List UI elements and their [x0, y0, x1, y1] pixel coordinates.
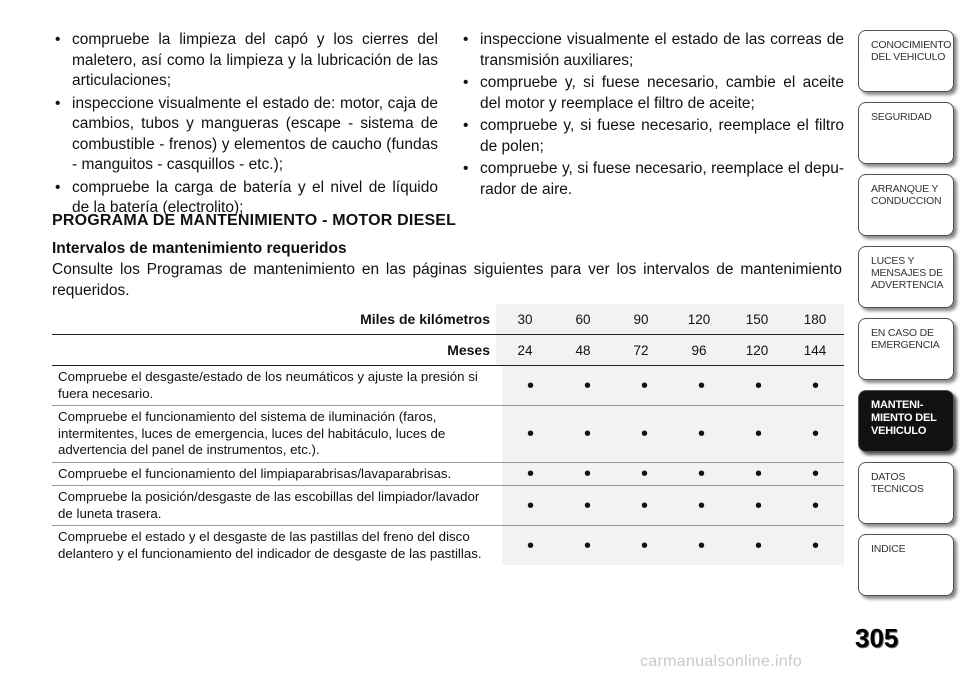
row-label: Compruebe el estado y el desgaste de las pastillas del freno del disco delantero y el funcionamiento del indicador de desgaste de las pastillas. [52, 526, 502, 565]
tab-datos-tecnicos[interactable]: DATOS TECNICOS [858, 462, 954, 524]
check-mark: • [811, 534, 819, 557]
months-value: 96 [691, 342, 707, 358]
check-mark: • [697, 374, 705, 397]
check-mark: • [811, 494, 819, 517]
km-value: 30 [517, 311, 533, 327]
section-subheading: Intervalos de mantenimiento requeridos [52, 240, 347, 257]
bullet-item [52, 94, 438, 176]
check-mark: • [583, 422, 591, 445]
km-value: 90 [633, 311, 649, 327]
row-label: Compruebe el funcionamiento del sistema de iluminación (faros, intermitentes, luces de emergencia, luces del habitáculo, luces de advertencia del panel de instrumentos, etc.). [52, 406, 502, 462]
km-label: Miles de kilómetros [360, 311, 490, 327]
months-value: 120 [745, 342, 769, 358]
months-label: Meses [447, 342, 490, 358]
tab-luces-y-mensajes[interactable]: LUCES Y MENSAJES DE ADVERTENCIA [858, 246, 954, 308]
row-label: Compruebe el funcionamiento del limpiaparabrisas/lavaparabrisas. [52, 463, 502, 486]
check-mark: • [697, 422, 705, 445]
check-mark: • [583, 374, 591, 397]
table-row [52, 406, 844, 463]
check-mark: • [697, 534, 705, 557]
check-mark: • [754, 494, 762, 517]
check-mark: • [583, 462, 591, 485]
tab-mantenimiento-del-vehiculo[interactable]: MANTENI- MIENTO DEL VEHICULO [858, 390, 954, 452]
months-value: 24 [517, 342, 533, 358]
table-row [52, 486, 844, 526]
months-value: 144 [803, 342, 827, 358]
check-mark: • [583, 534, 591, 557]
check-mark: • [526, 374, 534, 397]
check-mark: • [697, 462, 705, 485]
right-bullet-column [460, 30, 844, 202]
check-mark: • [754, 374, 762, 397]
km-value: 60 [575, 311, 591, 327]
check-mark: • [811, 374, 819, 397]
bullet-text: compruebe la carga de batería y el nivel de líquido de la batería (electrolito); [72, 178, 438, 216]
check-mark: • [526, 494, 534, 517]
table-body [52, 366, 844, 565]
check-mark: • [526, 534, 534, 557]
check-mark: • [811, 462, 819, 485]
tab-indice[interactable]: INDICE [858, 534, 954, 596]
bullet-text: inspeccione visualmente el estado de: motor, caja de cambios, tubos y mangueras (escape - sistema de combustible - frenos) y elementos de caucho (fundas - manguitos - casquillos - etc.); [72, 94, 438, 173]
tab-seguridad[interactable]: SEGURIDAD [858, 102, 954, 164]
bullet-text: compruebe y, si fuese necesario, reemplace el filtro de polen; [480, 117, 844, 155]
bullet-item [460, 159, 844, 200]
check-mark: • [811, 422, 819, 445]
section-tab-nav [858, 30, 960, 606]
tab-arranque-y-conduccion[interactable]: ARRANQUE Y CONDUCCION [858, 174, 954, 236]
bullet-item [460, 30, 844, 71]
km-value: 150 [745, 311, 769, 327]
left-bullet-column [52, 30, 438, 221]
check-mark: • [526, 422, 534, 445]
check-mark: • [640, 462, 648, 485]
check-mark: • [640, 494, 648, 517]
bullet-text: inspeccione visualmente el estado de las correas de transmisión auxiliares; [480, 31, 844, 69]
bullet-item [460, 116, 844, 157]
row-label: Compruebe la posición/desgaste de las escobillas del limpiador/lavador de luneta trasera. [52, 486, 502, 525]
section-heading: PROGRAMA DE MANTENIMIENTO - MOTOR DIESEL [52, 212, 457, 229]
km-header-row [52, 304, 844, 334]
table-row [52, 526, 844, 565]
maintenance-table [52, 304, 844, 565]
check-mark: • [640, 422, 648, 445]
check-mark: • [697, 494, 705, 517]
row-label: Compruebe el desgaste/estado de los neumáticos y ajuste la presión si fuera necesario. [52, 366, 502, 405]
km-value: 120 [687, 311, 711, 327]
table-row [52, 463, 844, 487]
bullet-text: compruebe la limpieza del capó y los cierres del maletero, así como la limpieza y la lubricación de las articulaciones; [72, 31, 438, 89]
page-number: 305 [855, 623, 899, 653]
check-mark: • [640, 374, 648, 397]
bullet-text: compruebe y, si fuese necesario, reemplace el depu-rador de aire. [480, 160, 844, 198]
watermark: carmanualsonline.info [640, 653, 802, 670]
table-row [52, 366, 844, 406]
check-mark: • [754, 462, 762, 485]
check-mark: • [754, 534, 762, 557]
km-value: 180 [803, 311, 827, 327]
tab-en-caso-de-emergencia[interactable]: EN CASO DE EMERGENCIA [858, 318, 954, 380]
bullet-item [52, 30, 438, 92]
bullet-text: compruebe y, si fuese necesario, cambie el aceite del motor y reemplace el filtro de aceite; [480, 74, 844, 112]
months-header-row [52, 335, 844, 365]
bullet-item [460, 73, 844, 114]
intro-paragraph: Consulte los Programas de mantenimiento en las páginas siguientes para ver los intervalos de mantenimiento requeridos. [52, 261, 842, 299]
tab-conocimiento-del-vehiculo[interactable]: CONOCIMIENTO DEL VEHICULO [858, 30, 954, 92]
months-value: 72 [633, 342, 649, 358]
check-mark: • [754, 422, 762, 445]
check-mark: • [583, 494, 591, 517]
check-mark: • [640, 534, 648, 557]
check-mark: • [526, 462, 534, 485]
months-value: 48 [575, 342, 591, 358]
